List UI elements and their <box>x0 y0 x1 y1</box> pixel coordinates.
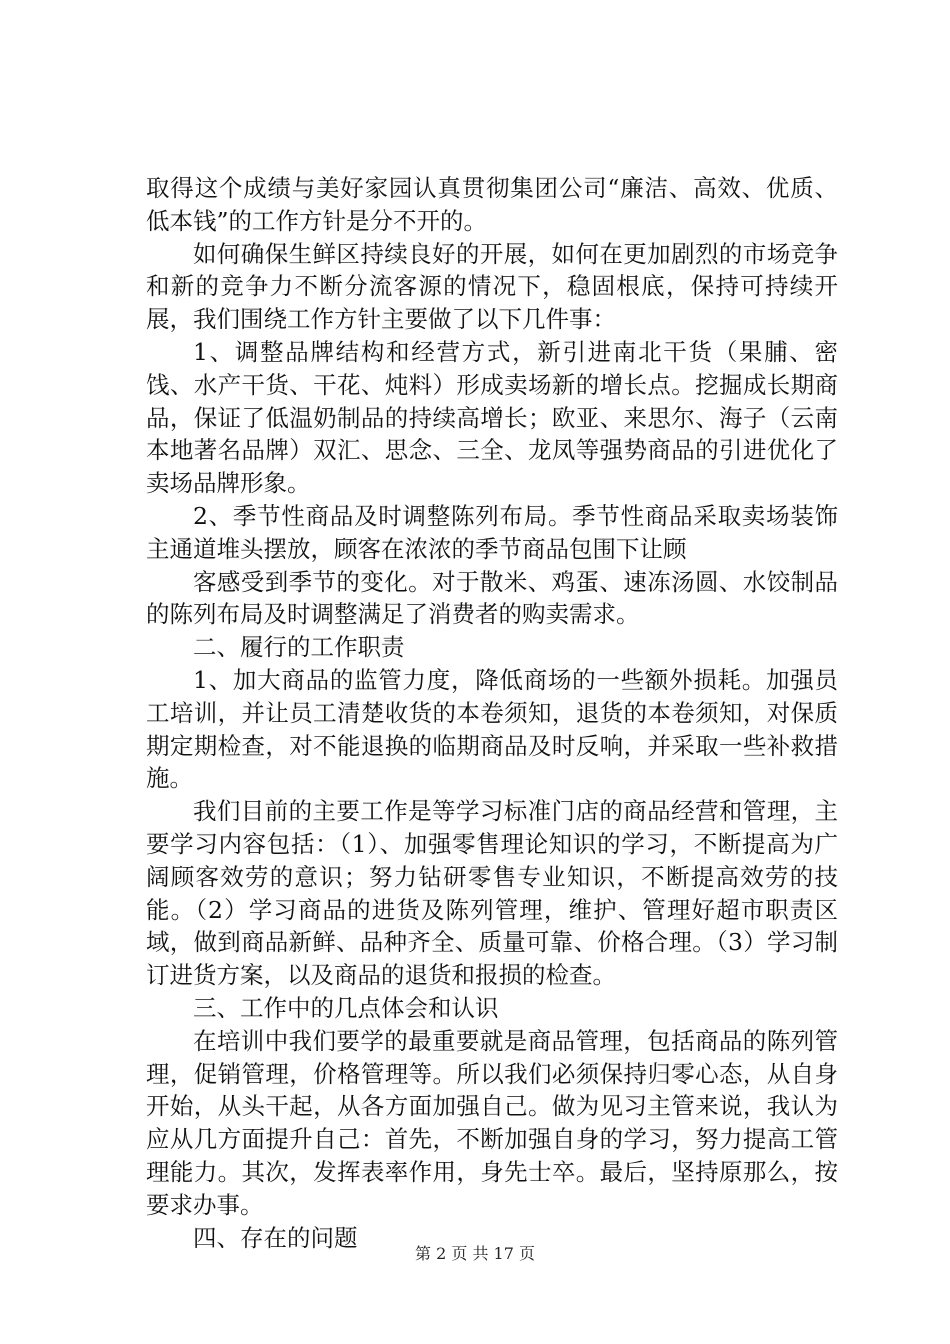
paragraph-experience: 在培训中我们要学的最重要就是商品管理，包括商品的陈列管理，促销管理，价格管理等。所以我们必须保持归零心态，从自身开始，从头干起，从各方面加强自己。做为见习主管来说，我认为应从几方面提升自己：首先，不断加强自身的学习，努力提高工管理能力。其次，发挥表率作用，身先士卒。最后，坚持原那么，按要求办事。 <box>146 1026 838 1219</box>
paragraph-duty-1: 1、加大商品的监管力度，降低商场的一些额外损耗。加强员工培训，并让员工清楚收货的本卷须知，退货的本卷须知，对保质期定期检查，对不能退换的临期商品及时反响，并采取一些补救措施。 <box>146 665 838 793</box>
section-heading-duties: 二、履行的工作职责 <box>193 633 405 662</box>
section-heading-problems: 四、存在的问题 <box>193 1223 358 1252</box>
page-number-footer: 第 2 页 共 17 页 <box>415 1244 535 1263</box>
paragraph-current-work: 我们目前的主要工作是等学习标准门店的商品经营和管理，主要学习内容包括：（1）、加强零售理论知识的学习，不断提高为广阔顾客效劳的意识；努力钻研零售专业知识，不断提高效劳的技能。（2）学习商品的进货及陈列管理，维护、管理好超市职责区域，做到商品新鲜、品种齐全、质量可靠、价格合理。（3）学习制订进货方案，以及商品的退货和报损的检查。 <box>146 797 838 990</box>
paragraph-item-1: 1、调整品牌结构和经营方式，新引进南北干货（果脯、密饯、水产干货、干花、炖料）形成卖场新的增长点。挖掘成长期商品，保证了低温奶制品的持续高增长；欧亚、来思尔、海子（云南本地著名品牌）双汇、思念、三全、龙凤等强势商品的引进优化了卖场品牌形象。 <box>146 337 838 498</box>
paragraph-intro: 如何确保生鲜区持续良好的开展，如何在更加剧烈的市场竞争和新的竞争力不断分流客源的情况下，稳固根底，保持可持续开展，我们围绕工作方针主要做了以下几件事： <box>146 239 838 334</box>
document-body <box>146 172 838 1254</box>
paragraph-continuation: 取得这个成绩与美好家园认真贯彻集团公司“廉洁、高效、优质、低本钱”的工作方针是分不开的。 <box>146 174 838 235</box>
paragraph-item-2-continued: 客感受到季节的变化。对于散米、鸡蛋、速冻汤圆、水饺制品的陈列布局及时调整满足了消费者的购卖需求。 <box>146 567 838 629</box>
paragraph-item-2: 2、季节性商品及时调整陈列布局。季节性商品采取卖场装饰主通道堆头摆放，顾客在浓浓的季节商品包围下让顾 <box>146 501 838 563</box>
section-heading-experience: 三、工作中的几点体会和认识 <box>193 993 499 1022</box>
